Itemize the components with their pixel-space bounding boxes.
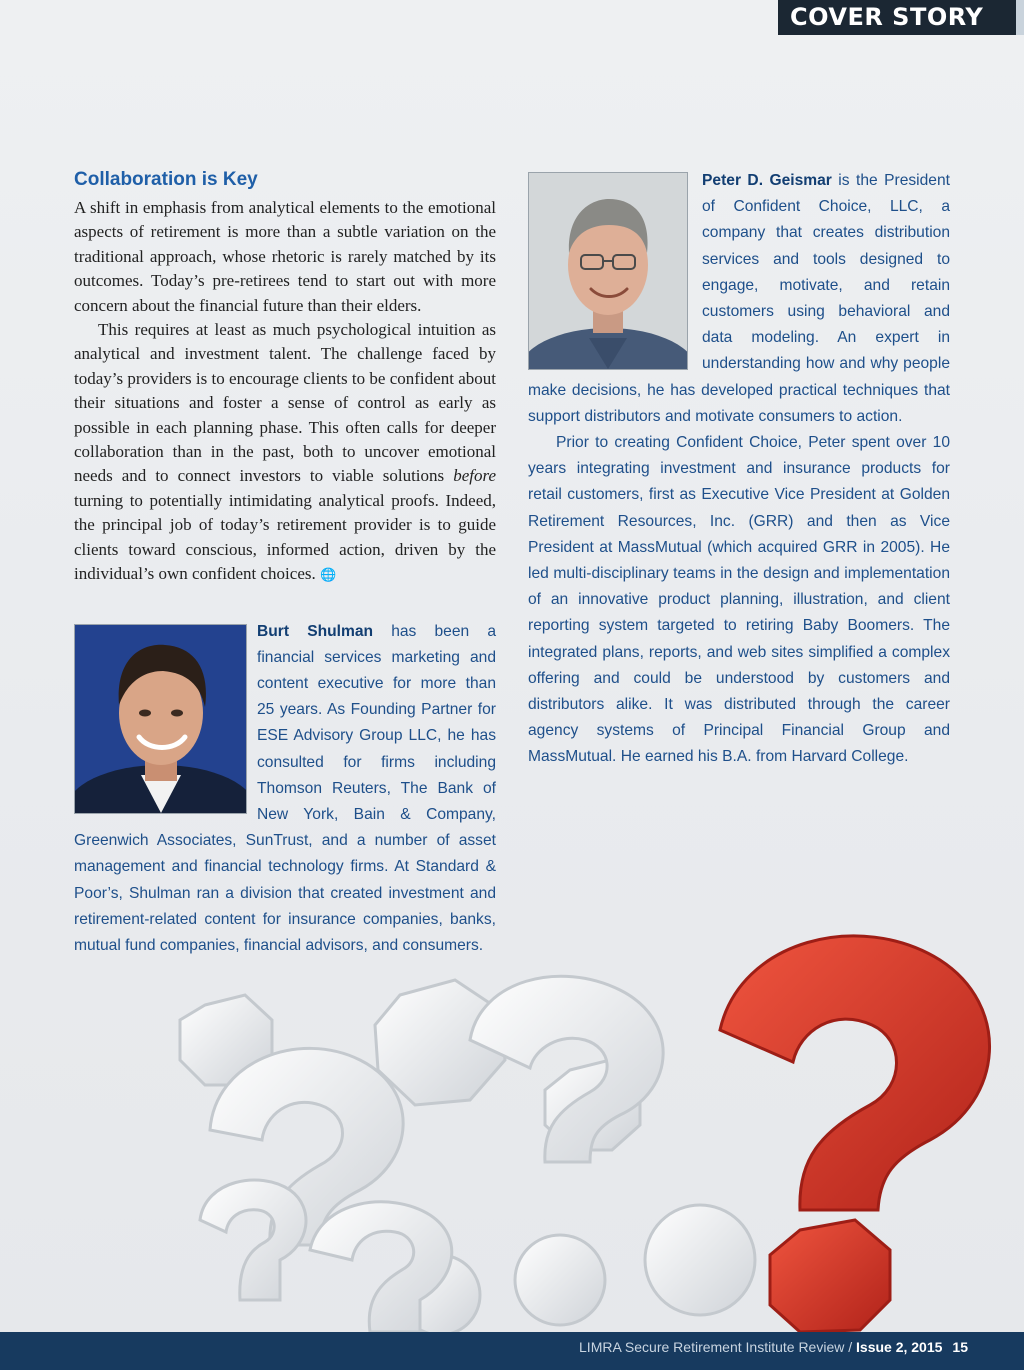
bio-text: is the President of Confident Choice, LLC, a company that creates distribution services and tools designed to engage, motivate, and retain customers using behavioral and data modeling. An expert in understanding how and why people make decisions, he has developed practical techniques that support distributors and motivate consumers to action. bbox=[528, 172, 950, 425]
white-dot bbox=[645, 1205, 755, 1315]
author-name: Burt Shulman bbox=[257, 622, 374, 640]
portrait-illustration bbox=[75, 625, 246, 813]
author-bio-text: Prior to creating Confident Choice, Peter spent over 10 years integrating investment and insurance products for retail customers, first as Executive Vice President at Golden Retirement Resources, Inc. (GRR) and then as Vice President at MassMutual (which acquired GRR in 2005). He led multi-disciplinary teams in the design and implementation of an innovative product planning, illustration, and client reporting system targeted to retiring Baby Boomers. The integrated plans, reports, and web sites simplified a complex offering and could be understood by customers and distributors alike. It was distributed through the career agency systems of Principal Financial Group and MassMutual. He earned his B.A. from Harvard College. bbox=[528, 434, 950, 766]
publication-name: LIMRA Secure Retirement Institute Review / bbox=[579, 1339, 857, 1355]
emphasis-text: before bbox=[453, 466, 496, 486]
section-heading: Collaboration is Key bbox=[74, 169, 258, 190]
left-column bbox=[74, 168, 496, 959]
question-marks-illustration bbox=[0, 900, 1024, 1332]
issue-label: Issue 2, 2015 bbox=[856, 1339, 943, 1355]
paragraph-text: This requires at least as much psychological intuition as analytical and investment talent. The challenge faced by today’s providers is to encourage clients to be confident about their situations and foster a sense of control as early as possible in each planning phase. This often calls for deeper collaboration than in the past, both to uncover emotional needs and to connect investors to viable solutions bbox=[74, 320, 496, 486]
author-photo bbox=[74, 624, 247, 814]
paragraph-text: turning to potentially intimidating analytical proofs. Indeed, the principal job of today’s retirement provider is to guide clients toward conscious, informed action, driven by the individual’s own confident choices. bbox=[74, 490, 496, 584]
bio-text: has been a financial services marketing and content executive for more than 25 years. As Founding Partner for ESE Advisory Group LLC, he has consulted for firms including Thomson Reuters, The Bank of New York, Bain & Company, Greenwich Associates, SunTrust, and a number of asset management and financial technology firms. At Standard & Poor’s, Shulman ran a division that created investment and retirement-related content for insurance companies, banks, mutual fund companies, financial advisors, and consumers. bbox=[74, 622, 496, 954]
section-tag: COVER STORY bbox=[778, 0, 1024, 35]
white-question-mark bbox=[200, 1180, 306, 1300]
red-dot bbox=[770, 1220, 890, 1332]
portrait-illustration bbox=[529, 173, 687, 369]
right-column bbox=[528, 168, 950, 771]
red-question-mark bbox=[720, 936, 990, 1210]
page-footer bbox=[0, 1332, 1024, 1370]
author-name: Peter D. Geismar bbox=[702, 172, 832, 189]
body-paragraph: A shift in emphasis from analytical elements to the emotional aspects of retirement is more than a subtle variation on the traditional approach, whose rhetoric is rarely matched by its outcomes. Today’s pre-retirees tend to start out with more concern about the financial future than their elders. bbox=[74, 198, 496, 315]
author-photo bbox=[528, 172, 688, 370]
author-bio-burt bbox=[74, 619, 496, 960]
footer-text bbox=[579, 1332, 968, 1362]
white-dot bbox=[515, 1235, 605, 1325]
body-paragraph bbox=[74, 318, 496, 588]
page-number: 15 bbox=[952, 1339, 968, 1355]
globe-icon: 🌐 bbox=[319, 568, 337, 584]
